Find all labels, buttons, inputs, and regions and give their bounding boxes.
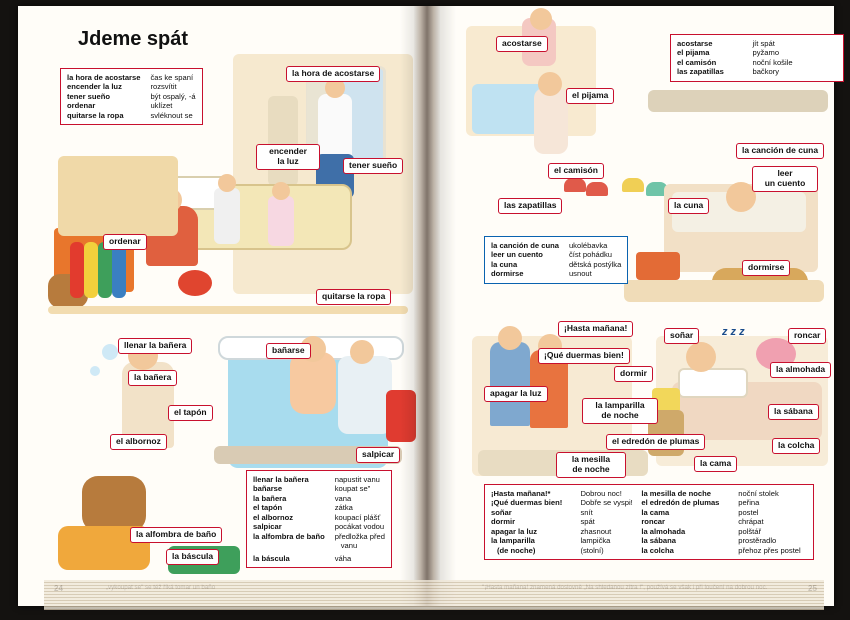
vocab-row (253, 503, 385, 512)
label-la-cama[interactable] (694, 456, 737, 472)
book-gutter (414, 6, 440, 606)
toy-ball (178, 270, 212, 296)
label-text: ¡Qué duermas bien! (544, 350, 624, 360)
photo-edge-right (832, 0, 850, 620)
label-text: ordenar (109, 236, 141, 246)
label-text: ¡Hasta mañana! (564, 323, 628, 333)
vocab-es: el albornoz (253, 512, 294, 522)
label-text: llenar la bañera (124, 340, 187, 350)
label-quitarse-la-ropa[interactable] (316, 289, 391, 305)
vocab-table (67, 73, 196, 120)
vocab-es: ordenar (67, 101, 96, 111)
figure-girl-nightgown (534, 88, 568, 154)
label-text: el edredón de plumas (612, 436, 700, 446)
label-text: tener sueño (349, 160, 398, 170)
vocab-row (67, 73, 196, 82)
vocab-cz: lampička (580, 536, 611, 546)
label-la-cancion-de-cuna[interactable] (736, 143, 824, 159)
vocab-row (67, 82, 196, 91)
label-text: la sábana (774, 406, 813, 416)
vocab-es-2: la colcha (641, 545, 674, 555)
label-la-almohada[interactable] (770, 362, 831, 378)
vocab-row (677, 48, 793, 57)
vocab-cz: snít (580, 507, 593, 517)
vocab-es-2: la sábana (641, 536, 676, 546)
label-sonar[interactable] (664, 328, 699, 344)
label-banarse[interactable] (266, 343, 311, 359)
vocab-table (253, 475, 385, 563)
vocab-cz: spát (580, 517, 595, 527)
label-text: leer un cuento (764, 168, 806, 188)
label-dormirse[interactable] (742, 260, 790, 276)
vocab-row (677, 67, 793, 76)
label-text: la mesilla de noche (571, 454, 611, 474)
vocab-cz: zhasnout (580, 526, 612, 536)
vocab-es: dormir (491, 517, 516, 527)
vocab-row (491, 527, 807, 536)
vocab-row (491, 498, 807, 507)
vocab-row (677, 39, 793, 48)
label-text: acostarse (502, 38, 542, 48)
vocab-es: la bañera (253, 493, 287, 503)
vocab-cz: uklízet (150, 101, 173, 111)
vocab-box-lullaby (484, 236, 628, 284)
vocab-es-2: la almohada (641, 526, 686, 536)
vocab-row (253, 494, 385, 503)
label-text: bañarse (272, 345, 305, 355)
vocab-es-2: la cama (641, 507, 670, 517)
doorframe (268, 96, 298, 186)
vocab-row (491, 536, 807, 545)
vocab-box-goodnight (484, 484, 814, 560)
vocab-table (491, 241, 621, 279)
vocab-es: apagar la luz (491, 526, 538, 536)
label-roncar[interactable] (788, 328, 826, 344)
vocab-row (677, 58, 793, 67)
vocab-es: la báscula (253, 553, 290, 563)
label-dormir[interactable] (614, 366, 653, 382)
label-la-cuna[interactable] (668, 198, 709, 214)
vocab-es: el pijama (677, 48, 710, 58)
figure-mother-bath (338, 356, 392, 434)
vocab-cz: usnout (568, 269, 592, 279)
vocab-row (67, 111, 196, 120)
vocab-row (491, 489, 807, 498)
vocab-es: ¡Qué duermas bien! (491, 498, 563, 508)
vocab-cz: dětská postýlka (568, 259, 622, 269)
label-la-lamparilla-de-noche[interactable] (582, 398, 658, 424)
vocab-cz-2: prostěradlo (738, 536, 777, 546)
vocab-cz: čas ke spaní (150, 73, 194, 82)
vocab-row (67, 101, 196, 110)
vocab-es: la cuna (491, 259, 518, 269)
label-text: la hora de acostarse (292, 68, 375, 78)
vocab-row (491, 241, 621, 250)
figure-mother-bath-head (350, 340, 374, 364)
vocab-row (491, 260, 621, 269)
vocab-row (253, 513, 385, 522)
label-la-colcha[interactable] (772, 438, 820, 454)
vocab-es (253, 541, 335, 550)
vocab-row (491, 508, 807, 517)
vocab-es: bañarse (253, 484, 283, 494)
slipper-2 (586, 182, 608, 196)
label-el-camison[interactable] (548, 163, 604, 179)
label-text: roncar (794, 330, 821, 340)
pillow-right-shape (678, 368, 748, 398)
vocab-cz: pyžamo (752, 48, 780, 58)
vocab-cz-2: postel (738, 507, 759, 517)
vocab-cz: svléknout se (150, 110, 193, 120)
vocab-cz: pocákat vodou (334, 522, 385, 532)
vocab-es: soñar (491, 507, 512, 517)
vocab-cz: Dobrou noc! (580, 489, 622, 498)
page-edges (44, 580, 824, 610)
slipper-1 (564, 178, 586, 192)
vocab-cz: koupací plášť (334, 512, 381, 522)
vocab-es: el camisón (677, 57, 717, 67)
label-encender-la-luz[interactable] (256, 144, 320, 170)
label-las-zapatillas[interactable] (498, 198, 562, 214)
label-la-sabana[interactable] (768, 404, 819, 420)
vocab-es: la lamparilla (491, 536, 535, 546)
vocab-cz: Dobře se vyspi! (580, 498, 633, 508)
figure-child-pajamas-head (530, 8, 552, 30)
book-stripe-2 (84, 242, 98, 298)
vocab-row (253, 551, 385, 563)
vocab-es: acostarse (677, 39, 713, 48)
label-text: quitarse la ropa (322, 291, 386, 301)
label-el-pijama[interactable] (566, 88, 614, 104)
vocab-cz: rozsvítit (150, 82, 177, 92)
vocab-cz: číst pohádku (568, 250, 613, 260)
book-stripe-3 (98, 242, 112, 298)
label-leer-un-cuento[interactable] (752, 166, 818, 192)
vocab-es: el tapón (253, 503, 283, 513)
vocab-es: salpicar (253, 522, 282, 532)
label-text: la almohada (776, 364, 826, 374)
vocab-box-bedtime (60, 68, 203, 125)
label-el-tapon[interactable] (168, 405, 213, 421)
wall-panel (58, 156, 178, 236)
vocab-cz: napustit vanu (334, 475, 380, 484)
label-text: encender la luz (269, 146, 307, 166)
vocab-cz: vana (334, 493, 352, 503)
figure-father-goodnight-head (498, 326, 522, 350)
snore-zzz: z z z (722, 326, 745, 338)
vocab-es: leer un cuento (491, 250, 543, 260)
vocab-row (491, 517, 807, 526)
vocab-cz-2: noční stolek (738, 489, 779, 498)
label-salpicar[interactable] (356, 447, 400, 463)
vocab-cz: být ospalý, -á (150, 91, 196, 101)
figure-girl-nightgown-head (538, 72, 562, 96)
vocab-cz: noční košile (752, 57, 793, 67)
vocab-es: la hora de acostarse (67, 73, 141, 82)
slipper-3 (622, 178, 644, 192)
vocab-cz: jít spát (752, 39, 775, 48)
label-text: dormir (620, 368, 647, 378)
label-la-mesilla-de-noche[interactable] (556, 452, 626, 478)
vocab-cz: ukolébavka (568, 241, 608, 250)
label-text: salpicar (362, 449, 395, 459)
label-text: dormirse (748, 262, 785, 272)
label-text: la canción de cuna (742, 145, 819, 155)
label-text: la lamparilla de noche (595, 400, 645, 420)
label-text: las zapatillas (504, 200, 557, 210)
page-left (18, 6, 426, 606)
vocab-es: (de noche) (497, 545, 536, 555)
label-text: el albornoz (116, 436, 161, 446)
label-que-duermas-bien[interactable] (538, 348, 630, 364)
vocab-row (491, 269, 621, 278)
vocab-box-pajamas (670, 34, 844, 82)
label-tener-sueno[interactable] (343, 158, 403, 174)
vocab-box-bath (246, 470, 392, 568)
book-stripe-1 (70, 242, 84, 298)
figure-child-1 (214, 188, 240, 244)
page-right (426, 6, 834, 606)
toy-train (636, 252, 680, 280)
vocab-row (253, 532, 385, 541)
label-text: la cuna (674, 200, 704, 210)
nursery-floor (624, 280, 824, 302)
vocab-cz-2: peřina (738, 498, 760, 508)
label-la-hora-de-acostarse[interactable] (286, 66, 380, 82)
label-text: el tapón (174, 407, 207, 417)
vocab-es: tener sueño (67, 91, 111, 101)
vocab-row (491, 546, 807, 555)
vocab-es-2: roncar (641, 517, 665, 527)
vocab-es: encender la luz (67, 82, 122, 92)
vocab-es: la alfombra de baño (253, 531, 325, 541)
label-text: el camisón (554, 165, 598, 175)
vocab-es-2: la mesilla de noche (641, 489, 711, 498)
label-text: el pijama (572, 90, 609, 100)
label-text: soñar (670, 330, 694, 340)
figure-sleeper-head (686, 342, 716, 372)
vocab-cz: vanu (340, 541, 358, 551)
vocab-row (253, 475, 385, 484)
vocab-es: ¡Hasta mañana!* (491, 489, 551, 498)
label-text: la báscula (172, 551, 214, 561)
label-text: la alfombra de baño (136, 529, 217, 539)
vocab-es: dormirse (491, 269, 524, 279)
vocab-es: la canción de cuna (491, 241, 559, 250)
vocab-cz: zátka (334, 503, 353, 513)
book-stripe-4 (112, 242, 126, 298)
vocab-cz: (stolní) (580, 545, 604, 555)
label-apagar-la-luz[interactable] (484, 386, 548, 402)
vocab-cz: předložka před (334, 531, 385, 541)
vocab-cz-2: chrápat (738, 517, 764, 527)
label-text: la cama (700, 458, 732, 468)
label-la-banera[interactable] (128, 370, 177, 386)
figure-father-goodnight (490, 342, 530, 426)
vocab-row (67, 92, 196, 101)
label-la-bascula[interactable] (166, 549, 219, 565)
vocab-es-2: el edredón de plumas (641, 498, 720, 508)
vocab-cz-2: polštář (738, 526, 762, 536)
vocab-table (491, 489, 807, 555)
vocab-row (253, 522, 385, 531)
figure-father-torso (318, 94, 352, 156)
vocab-es: las zapatillas (677, 67, 724, 77)
label-llenar-la-banera[interactable] (118, 338, 192, 354)
label-el-edredon-de-plumas[interactable] (606, 434, 705, 450)
label-la-alfombra-de-bano[interactable] (130, 527, 222, 543)
vocab-es: llenar la bañera (253, 475, 309, 484)
teddy-bear-2 (82, 476, 146, 532)
vocab-row (253, 541, 385, 550)
vocab-cz-2: přehoz přes postel (738, 545, 801, 555)
label-hasta-manana[interactable] (558, 321, 633, 337)
figure-child-2 (268, 196, 294, 246)
figure-child-2-head (272, 182, 290, 200)
label-acostarse[interactable] (496, 36, 548, 52)
open-book (18, 6, 834, 606)
vocab-row (491, 250, 621, 259)
soap-bubble-1 (102, 344, 118, 360)
label-text: apagar la luz (490, 388, 542, 398)
label-text: la colcha (778, 440, 815, 450)
figure-child-1-head (218, 174, 236, 192)
vocab-cz: koupat se" (334, 484, 371, 494)
label-text: la bañera (134, 372, 172, 382)
vocab-table (677, 39, 793, 77)
soap-bubble-2 (90, 366, 100, 376)
nursery-border-strip (648, 90, 828, 112)
vocab-cz: bačkory (752, 67, 780, 77)
vocab-es: quitarse la ropa (67, 110, 124, 120)
page-title: Jdeme spát (78, 28, 189, 50)
photo-edge-left (0, 0, 20, 620)
floor-line (48, 306, 408, 314)
vocab-cz: váha (334, 553, 352, 563)
label-el-albornoz[interactable] (110, 434, 167, 450)
label-ordenar[interactable] (103, 234, 147, 250)
vocab-row (253, 484, 385, 493)
